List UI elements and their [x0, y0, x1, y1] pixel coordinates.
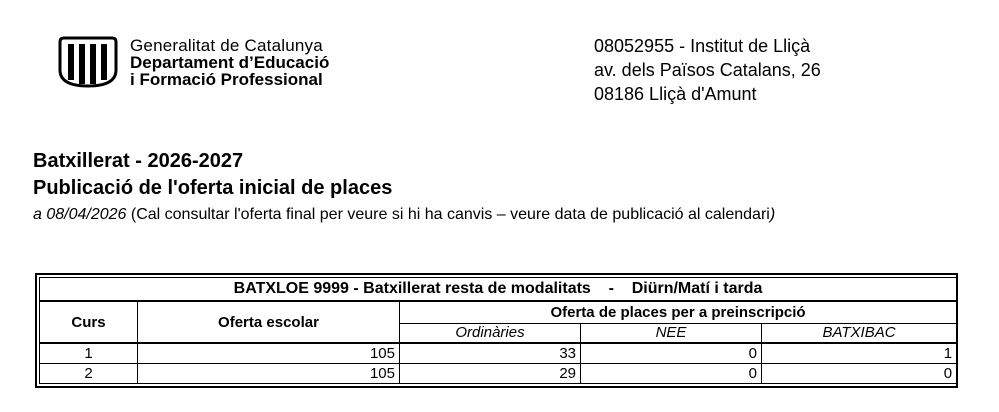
- document-subtitle: Publicació de l'oferta inicial de places: [33, 177, 393, 199]
- offer-table-frame: [35, 273, 958, 388]
- cell-curs: 1: [40, 343, 138, 364]
- col-header-curs: Curs: [40, 301, 138, 343]
- cell-oferta: 105: [138, 343, 400, 364]
- org-line-3: i Formació Professional: [130, 70, 323, 89]
- header-row: [40, 301, 957, 323]
- cell-oferta: 105: [138, 364, 400, 384]
- cell-batxibac: 1: [762, 343, 957, 364]
- col-header-ordinaries: Ordinàries: [400, 323, 581, 343]
- col-header-nee: NEE: [581, 323, 762, 343]
- document-title: Batxillerat - 2026-2027: [33, 150, 244, 172]
- address-line-3: 08186 Lliçà d'Amunt: [594, 84, 757, 104]
- col-header-oferta-escolar: Oferta escolar: [138, 301, 400, 343]
- cell-curs: 2: [40, 364, 138, 384]
- table-title-row: [40, 278, 957, 302]
- cell-ordinaries: 29: [400, 364, 581, 384]
- cell-ordinaries: 33: [400, 343, 581, 364]
- school-address: [594, 34, 821, 106]
- publication-note: [33, 206, 775, 224]
- generalitat-stripes-icon: [56, 36, 120, 88]
- publication-date: a 08/04/2026: [33, 206, 127, 223]
- address-line-2: av. dels Països Catalans, 26: [594, 60, 821, 80]
- cell-nee: 0: [581, 343, 762, 364]
- cell-nee: 0: [581, 364, 762, 384]
- table-row: [40, 364, 957, 384]
- org-line-2: Departament d’Educació: [130, 53, 330, 72]
- address-line-1: 08052955 - Institut de Lliçà: [594, 36, 811, 56]
- publication-note-text: (Cal consultar l'oferta final per veure si hi ha canvis – veure data de publicació al calendari: [126, 206, 770, 223]
- org-line-1: Generalitat de Catalunya: [130, 36, 323, 55]
- col-header-batxibac: BATXIBAC: [762, 323, 957, 343]
- col-header-group-preinscripcio: Oferta de places per a preinscripció: [400, 301, 957, 323]
- table-title: BATXLOE 9999 - Batxillerat resta de modalitats - Diürn/Matí i tarda: [40, 278, 957, 302]
- cell-batxibac: 0: [762, 364, 957, 384]
- publication-note-close: ): [769, 206, 776, 223]
- offer-table: [39, 277, 957, 384]
- organization-name: [130, 37, 329, 88]
- table-row: [40, 343, 957, 364]
